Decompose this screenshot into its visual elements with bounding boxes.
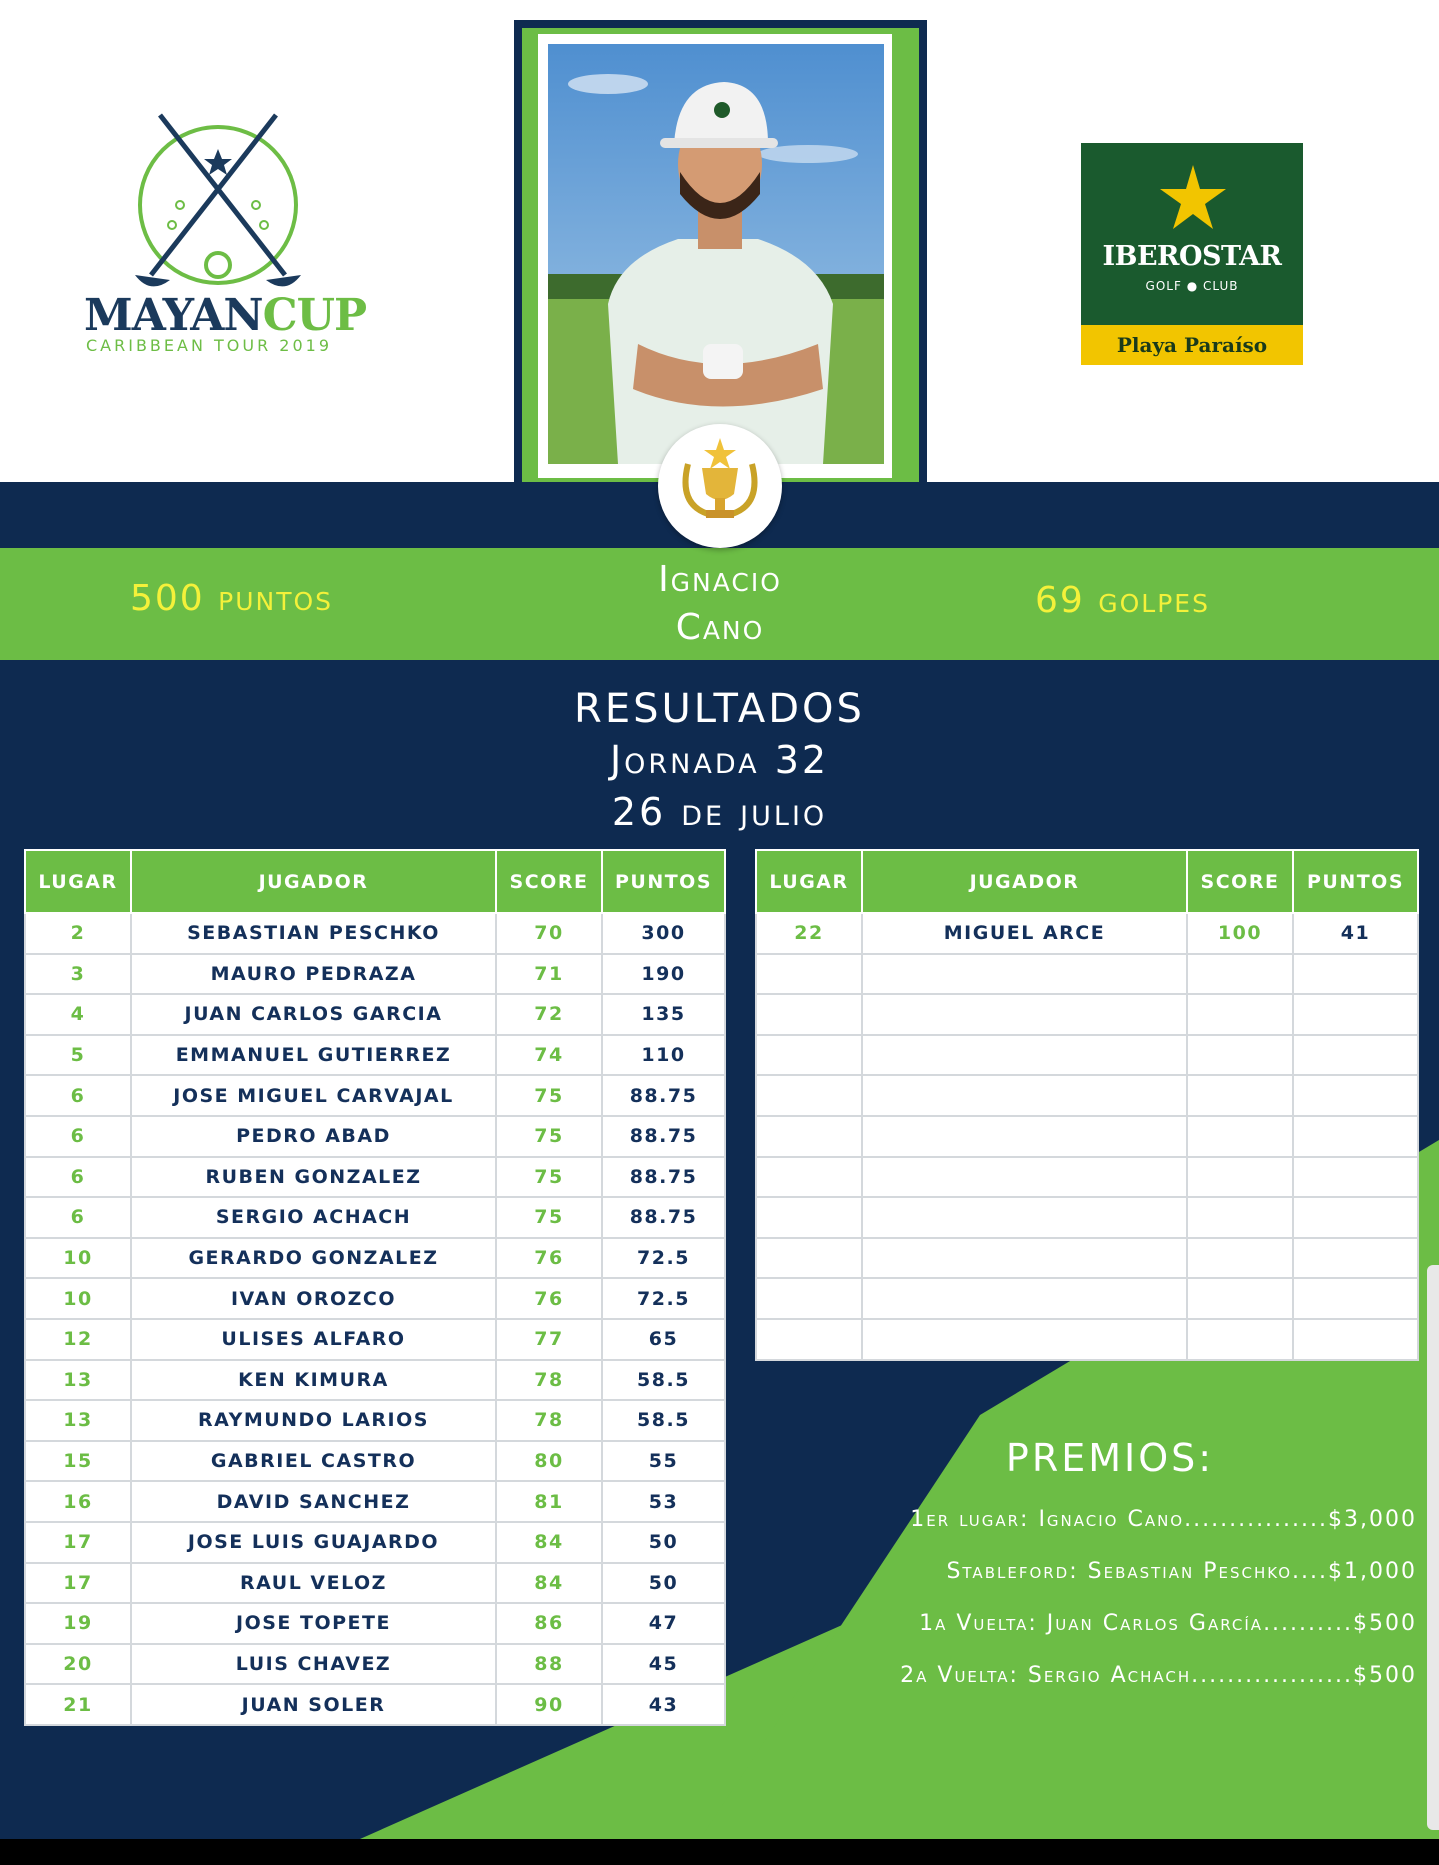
- cell-lugar: 10: [25, 1238, 131, 1279]
- cell-score: 84: [496, 1522, 602, 1563]
- cell-puntos: 53: [602, 1481, 725, 1522]
- cell-jugador: JUAN SOLER: [131, 1684, 496, 1725]
- cell-score: [1187, 1035, 1293, 1076]
- cell-puntos: 58.5: [602, 1400, 725, 1441]
- cell-lugar: [756, 1116, 862, 1157]
- cell-lugar: 4: [25, 994, 131, 1035]
- cell-lugar: 2: [25, 913, 131, 954]
- round-title: Jornada 32: [609, 738, 830, 782]
- cell-jugador: RAUL VELOZ: [131, 1563, 496, 1604]
- table-row: [25, 1360, 725, 1401]
- table-row: [756, 913, 1418, 954]
- results-table-left: [24, 849, 726, 1726]
- table-row: [756, 1278, 1418, 1319]
- cell-score: 90: [496, 1684, 602, 1725]
- table-row: [756, 1157, 1418, 1198]
- cell-score: 81: [496, 1481, 602, 1522]
- iberostar-golf-club: GOLF ● CLUB: [1145, 279, 1239, 293]
- table-row: [756, 954, 1418, 995]
- cell-lugar: 17: [25, 1522, 131, 1563]
- cell-puntos: [1293, 954, 1418, 995]
- cell-puntos: [1293, 1075, 1418, 1116]
- cell-score: 74: [496, 1035, 602, 1076]
- cell-puntos: 88.75: [602, 1157, 725, 1198]
- cell-score: 100: [1187, 913, 1293, 954]
- cell-jugador: JUAN CARLOS GARCIA: [131, 994, 496, 1035]
- cell-puntos: [1293, 1238, 1418, 1279]
- cell-jugador: [862, 994, 1187, 1035]
- table-row: [25, 1116, 725, 1157]
- cell-lugar: 16: [25, 1481, 131, 1522]
- cell-score: 75: [496, 1197, 602, 1238]
- cell-jugador: RAYMUNDO LARIOS: [131, 1400, 496, 1441]
- cell-score: 80: [496, 1441, 602, 1482]
- cell-score: [1187, 994, 1293, 1035]
- results-table-right: [755, 849, 1419, 1361]
- cell-jugador: GABRIEL CASTRO: [131, 1441, 496, 1482]
- cell-puntos: 88.75: [602, 1075, 725, 1116]
- table-row: [25, 1563, 725, 1604]
- cell-score: 71: [496, 954, 602, 995]
- table-row: [25, 1197, 725, 1238]
- cell-puntos: 72.5: [602, 1238, 725, 1279]
- table-row: [756, 1319, 1418, 1360]
- cell-score: 75: [496, 1075, 602, 1116]
- cell-puntos: [1293, 1157, 1418, 1198]
- prize-line: Stableford: Sebastian Peschko....$1,000: [946, 1559, 1417, 1584]
- iberostar-logo: [1081, 143, 1303, 365]
- cell-score: 72: [496, 994, 602, 1035]
- col-jugador: JUGADOR: [131, 850, 496, 913]
- cell-puntos: 110: [602, 1035, 725, 1076]
- cell-jugador: GERARDO GONZALEZ: [131, 1238, 496, 1279]
- cell-score: 78: [496, 1400, 602, 1441]
- cell-jugador: RUBEN GONZALEZ: [131, 1157, 496, 1198]
- iberostar-name: IBEROSTAR: [1102, 241, 1282, 272]
- cell-score: 76: [496, 1278, 602, 1319]
- table-row: [756, 1197, 1418, 1238]
- cell-score: [1187, 1157, 1293, 1198]
- cell-puntos: 43: [602, 1684, 725, 1725]
- prize-line: 2a Vuelta: Sergio Achach..................$500: [900, 1663, 1417, 1688]
- cell-score: 86: [496, 1603, 602, 1644]
- cell-jugador: [862, 954, 1187, 995]
- cell-lugar: 3: [25, 954, 131, 995]
- cell-jugador: IVAN OROZCO: [131, 1278, 496, 1319]
- cell-lugar: 6: [25, 1075, 131, 1116]
- table-row: [25, 1603, 725, 1644]
- prize-line: 1a Vuelta: Juan Carlos García..........$500: [919, 1611, 1417, 1636]
- cell-puntos: 88.75: [602, 1197, 725, 1238]
- cell-jugador: SERGIO ACHACH: [131, 1197, 496, 1238]
- table-row: [25, 1481, 725, 1522]
- winner-photo: [548, 44, 884, 464]
- cell-lugar: 21: [25, 1684, 131, 1725]
- cell-lugar: [756, 954, 862, 995]
- cell-lugar: [756, 1238, 862, 1279]
- table-row: [756, 994, 1418, 1035]
- cell-jugador: [862, 1319, 1187, 1360]
- cell-lugar: [756, 994, 862, 1035]
- cell-score: [1187, 1116, 1293, 1157]
- cell-puntos: 55: [602, 1441, 725, 1482]
- iberostar-place: Playa Paraíso: [1081, 325, 1303, 365]
- col-puntos: PUNTOS: [1293, 850, 1418, 913]
- cell-jugador: DAVID SANCHEZ: [131, 1481, 496, 1522]
- cell-jugador: [862, 1035, 1187, 1076]
- cell-puntos: [1293, 1197, 1418, 1238]
- results-title: RESULTADOS: [574, 686, 865, 732]
- cell-jugador: MAURO PEDRAZA: [131, 954, 496, 995]
- cell-puntos: [1293, 1116, 1418, 1157]
- cell-score: [1187, 1238, 1293, 1279]
- cell-score: 70: [496, 913, 602, 954]
- winner-points: 500 puntos: [130, 578, 334, 619]
- trophy-badge: [658, 424, 782, 548]
- cell-jugador: EMMANUEL GUTIERREZ: [131, 1035, 496, 1076]
- table-row: [756, 1116, 1418, 1157]
- cell-score: 77: [496, 1319, 602, 1360]
- table-row: [25, 913, 725, 954]
- scrollbar-thumb[interactable]: [1427, 1265, 1439, 1830]
- cell-jugador: PEDRO ABAD: [131, 1116, 496, 1157]
- mayan-cup-wordmark: MAYANCUP: [84, 290, 367, 341]
- cell-score: 75: [496, 1116, 602, 1157]
- table-row: [25, 1684, 725, 1725]
- table-row: [25, 954, 725, 995]
- cell-puntos: 50: [602, 1563, 725, 1604]
- bottom-bar: [0, 1839, 1439, 1865]
- table-row: [25, 1319, 725, 1360]
- cell-jugador: JOSE LUIS GUAJARDO: [131, 1522, 496, 1563]
- cell-score: [1187, 1197, 1293, 1238]
- cell-puntos: 58.5: [602, 1360, 725, 1401]
- prize-line: 1er lugar: Ignacio Cano................$3,000: [910, 1507, 1417, 1532]
- cell-lugar: 22: [756, 913, 862, 954]
- cell-puntos: 135: [602, 994, 725, 1035]
- col-puntos: PUNTOS: [602, 850, 725, 913]
- cell-lugar: 15: [25, 1441, 131, 1482]
- round-date: 26 de julio: [611, 790, 828, 834]
- cell-lugar: 13: [25, 1360, 131, 1401]
- cell-score: 75: [496, 1157, 602, 1198]
- trophy-icon: [658, 424, 782, 548]
- table-row: [25, 1522, 725, 1563]
- winner-strokes: 69 golpes: [1035, 580, 1210, 621]
- cell-jugador: [862, 1075, 1187, 1116]
- cell-score: 78: [496, 1360, 602, 1401]
- table-row: [25, 1441, 725, 1482]
- col-lugar: LUGAR: [756, 850, 862, 913]
- mayan-cup-subtitle: CARIBBEAN TOUR 2019: [86, 336, 333, 355]
- cell-lugar: [756, 1035, 862, 1076]
- cell-score: [1187, 1278, 1293, 1319]
- table-row: [25, 1644, 725, 1685]
- cell-score: 88: [496, 1644, 602, 1685]
- cell-jugador: MIGUEL ARCE: [862, 913, 1187, 954]
- cell-puntos: [1293, 1035, 1418, 1076]
- cell-lugar: 13: [25, 1400, 131, 1441]
- table-row: [25, 1238, 725, 1279]
- cell-puntos: 45: [602, 1644, 725, 1685]
- col-lugar: LUGAR: [25, 850, 131, 913]
- cell-lugar: 6: [25, 1197, 131, 1238]
- table-row: [25, 1075, 725, 1116]
- table-row: [756, 1075, 1418, 1116]
- table-row: [25, 1278, 725, 1319]
- cell-score: [1187, 954, 1293, 995]
- table-row: [25, 1035, 725, 1076]
- cell-score: [1187, 1075, 1293, 1116]
- cell-jugador: [862, 1238, 1187, 1279]
- table-row: [756, 1035, 1418, 1076]
- cell-jugador: JOSE TOPETE: [131, 1603, 496, 1644]
- cell-puntos: 47: [602, 1603, 725, 1644]
- cell-lugar: [756, 1197, 862, 1238]
- cell-jugador: SEBASTIAN PESCHKO: [131, 913, 496, 954]
- table-row: [25, 1157, 725, 1198]
- table-row: [25, 994, 725, 1035]
- cell-jugador: [862, 1278, 1187, 1319]
- prizes-title: PREMIOS:: [1005, 1436, 1215, 1480]
- cell-puntos: [1293, 994, 1418, 1035]
- cell-puntos: 190: [602, 954, 725, 995]
- col-jugador: JUGADOR: [862, 850, 1187, 913]
- cell-jugador: ULISES ALFARO: [131, 1319, 496, 1360]
- cell-puntos: [1293, 1278, 1418, 1319]
- golf-ball-icon: ●: [1186, 279, 1199, 293]
- cell-jugador: LUIS CHAVEZ: [131, 1644, 496, 1685]
- cell-lugar: [756, 1075, 862, 1116]
- cell-puntos: 41: [1293, 913, 1418, 954]
- cell-lugar: 10: [25, 1278, 131, 1319]
- col-score: SCORE: [1187, 850, 1293, 913]
- cell-lugar: 19: [25, 1603, 131, 1644]
- cell-jugador: [862, 1197, 1187, 1238]
- cell-lugar: [756, 1278, 862, 1319]
- cell-lugar: 6: [25, 1116, 131, 1157]
- star-icon: [1158, 163, 1228, 233]
- cell-lugar: [756, 1319, 862, 1360]
- col-score: SCORE: [496, 850, 602, 913]
- cell-lugar: 17: [25, 1563, 131, 1604]
- table-row: [25, 1400, 725, 1441]
- cell-lugar: 12: [25, 1319, 131, 1360]
- cell-puntos: 65: [602, 1319, 725, 1360]
- cell-score: [1187, 1319, 1293, 1360]
- cell-jugador: [862, 1116, 1187, 1157]
- cell-puntos: [1293, 1319, 1418, 1360]
- cell-lugar: 20: [25, 1644, 131, 1685]
- table-row: [756, 1238, 1418, 1279]
- cell-lugar: [756, 1157, 862, 1198]
- cell-jugador: JOSE MIGUEL CARVAJAL: [131, 1075, 496, 1116]
- winner-name: Ignacio Cano: [658, 559, 782, 648]
- cell-jugador: [862, 1157, 1187, 1198]
- cell-score: 84: [496, 1563, 602, 1604]
- cell-lugar: 6: [25, 1157, 131, 1198]
- cell-score: 76: [496, 1238, 602, 1279]
- cell-puntos: 88.75: [602, 1116, 725, 1157]
- cell-puntos: 72.5: [602, 1278, 725, 1319]
- cell-puntos: 50: [602, 1522, 725, 1563]
- cell-jugador: KEN KIMURA: [131, 1360, 496, 1401]
- cell-lugar: 5: [25, 1035, 131, 1076]
- cell-puntos: 300: [602, 913, 725, 954]
